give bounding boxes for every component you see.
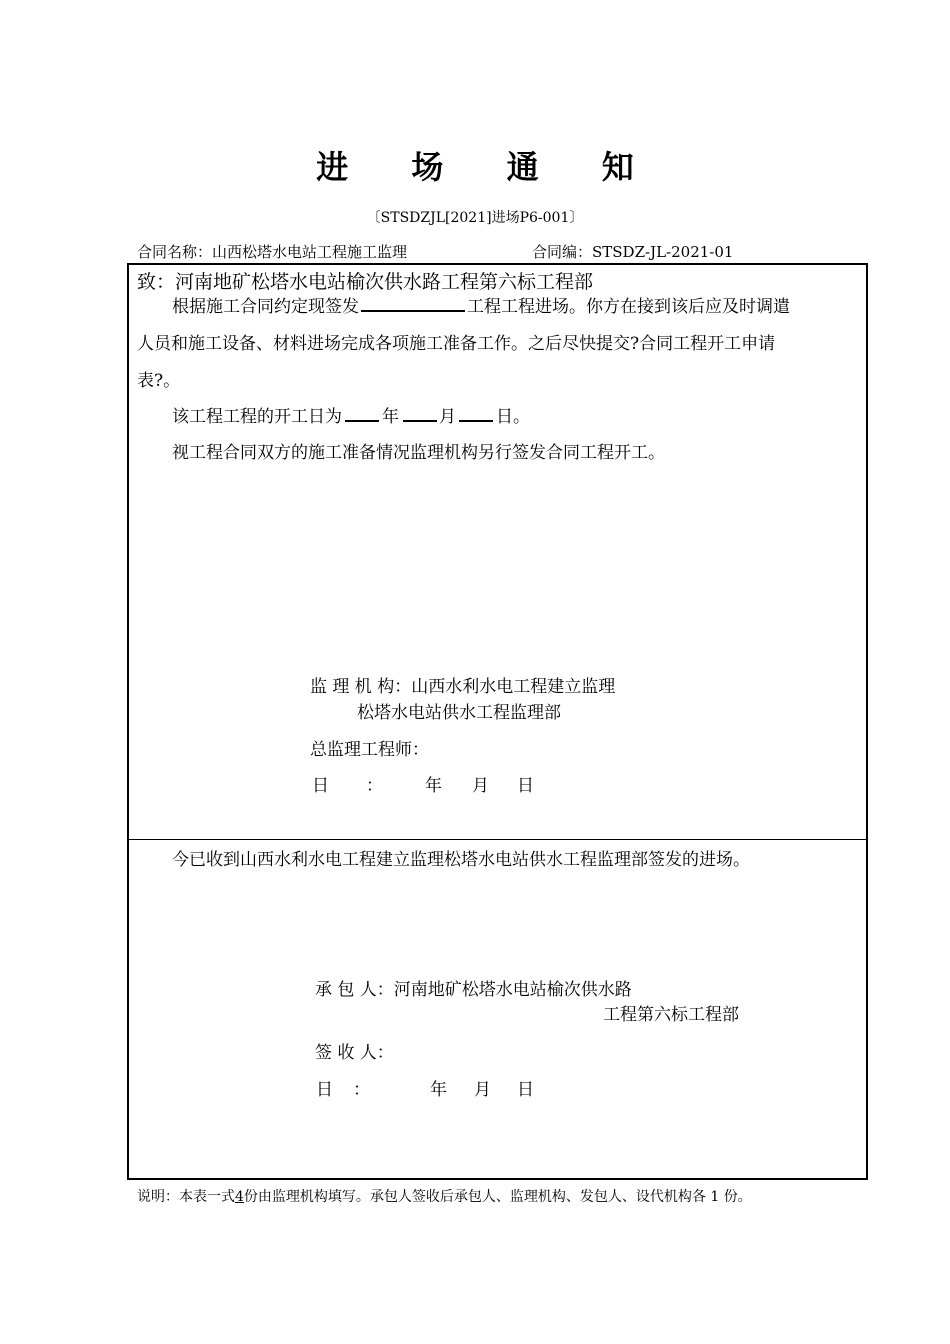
contractor-label: 承 包 人：河南地矿松塔水电站榆次供水路: [315, 980, 632, 1000]
para1-end: 工程工程进场。你方在接到该后应及时调遣: [467, 297, 790, 317]
start-day-label: 日。: [496, 407, 530, 427]
supervision-date-month: 月: [472, 776, 489, 796]
notice-paragraph-3: 视工程合同双方的施工准备情况监理机构另行签发合同工程开工。: [172, 443, 665, 463]
receipt-date-month: 月: [474, 1080, 491, 1100]
footnote-copies: 4: [235, 1189, 244, 1205]
project-blank[interactable]: [361, 293, 465, 312]
footnote: [137, 1186, 752, 1206]
notice-paragraph-line1: [172, 292, 790, 317]
start-year-label: 年: [382, 407, 399, 427]
supervision-date-year: 年: [425, 776, 442, 796]
contract-number: 合同编：STSDZ-JL-2021-01: [532, 243, 734, 261]
supervision-date-ri: 日: [312, 776, 329, 796]
start-day-blank[interactable]: [459, 403, 493, 422]
start-month-label: 月: [439, 407, 456, 427]
contract-name: 合同名称：山西松塔水电站工程施工监理: [137, 243, 408, 261]
start-date-label: 该工程工程的开工日为: [172, 407, 342, 427]
receipt-statement: 今已收到山西水利水电工程建立监理松塔水电站供水工程监理部签发的进场。: [172, 850, 750, 870]
addressee: 致：河南地矿松塔水电站榆次供水路工程第六标工程部: [137, 271, 594, 293]
receipt-date-colon: ：: [353, 1080, 370, 1100]
chief-engineer-label: 总监理工程师：: [310, 740, 429, 760]
start-year-blank[interactable]: [345, 403, 379, 422]
para1-start: 根据施工合同约定现签发: [172, 297, 359, 317]
receipt-date-ri: 日: [316, 1080, 333, 1100]
section-divider: [127, 839, 868, 840]
footnote-suffix: 份由监理机构填写。承包人签收后承包人、监理机构、发包人、设代机构各 1 份。: [243, 1189, 752, 1205]
contractor-line2: 工程第六标工程部: [603, 1005, 739, 1025]
supervision-org-label: 监 理 机 构：山西水利水电工程建立监理: [310, 677, 616, 697]
notice-paragraph-line3: 表?。: [137, 371, 181, 391]
receipt-date-year: 年: [430, 1080, 447, 1100]
footnote-prefix: 说明：本表一式: [137, 1189, 235, 1205]
start-month-blank[interactable]: [403, 403, 437, 422]
signer-label: 签 收 人：: [315, 1043, 394, 1063]
notice-paragraph-line2: 人员和施工设备、材料进场完成各项施工准备工作。之后尽快提交?合同工程开工申请: [137, 334, 776, 354]
start-date-line: [172, 402, 530, 427]
document-title: 进 场 通 知: [316, 148, 660, 186]
supervision-date-day: 日: [517, 776, 534, 796]
receipt-date-day: 日: [517, 1080, 534, 1100]
supervision-org-line2: 松塔水电站供水工程监理部: [357, 703, 561, 723]
document-number: 〔STSDZJL[2021]进场P6-001〕: [366, 210, 584, 226]
supervision-date-colon: ：: [366, 776, 383, 796]
